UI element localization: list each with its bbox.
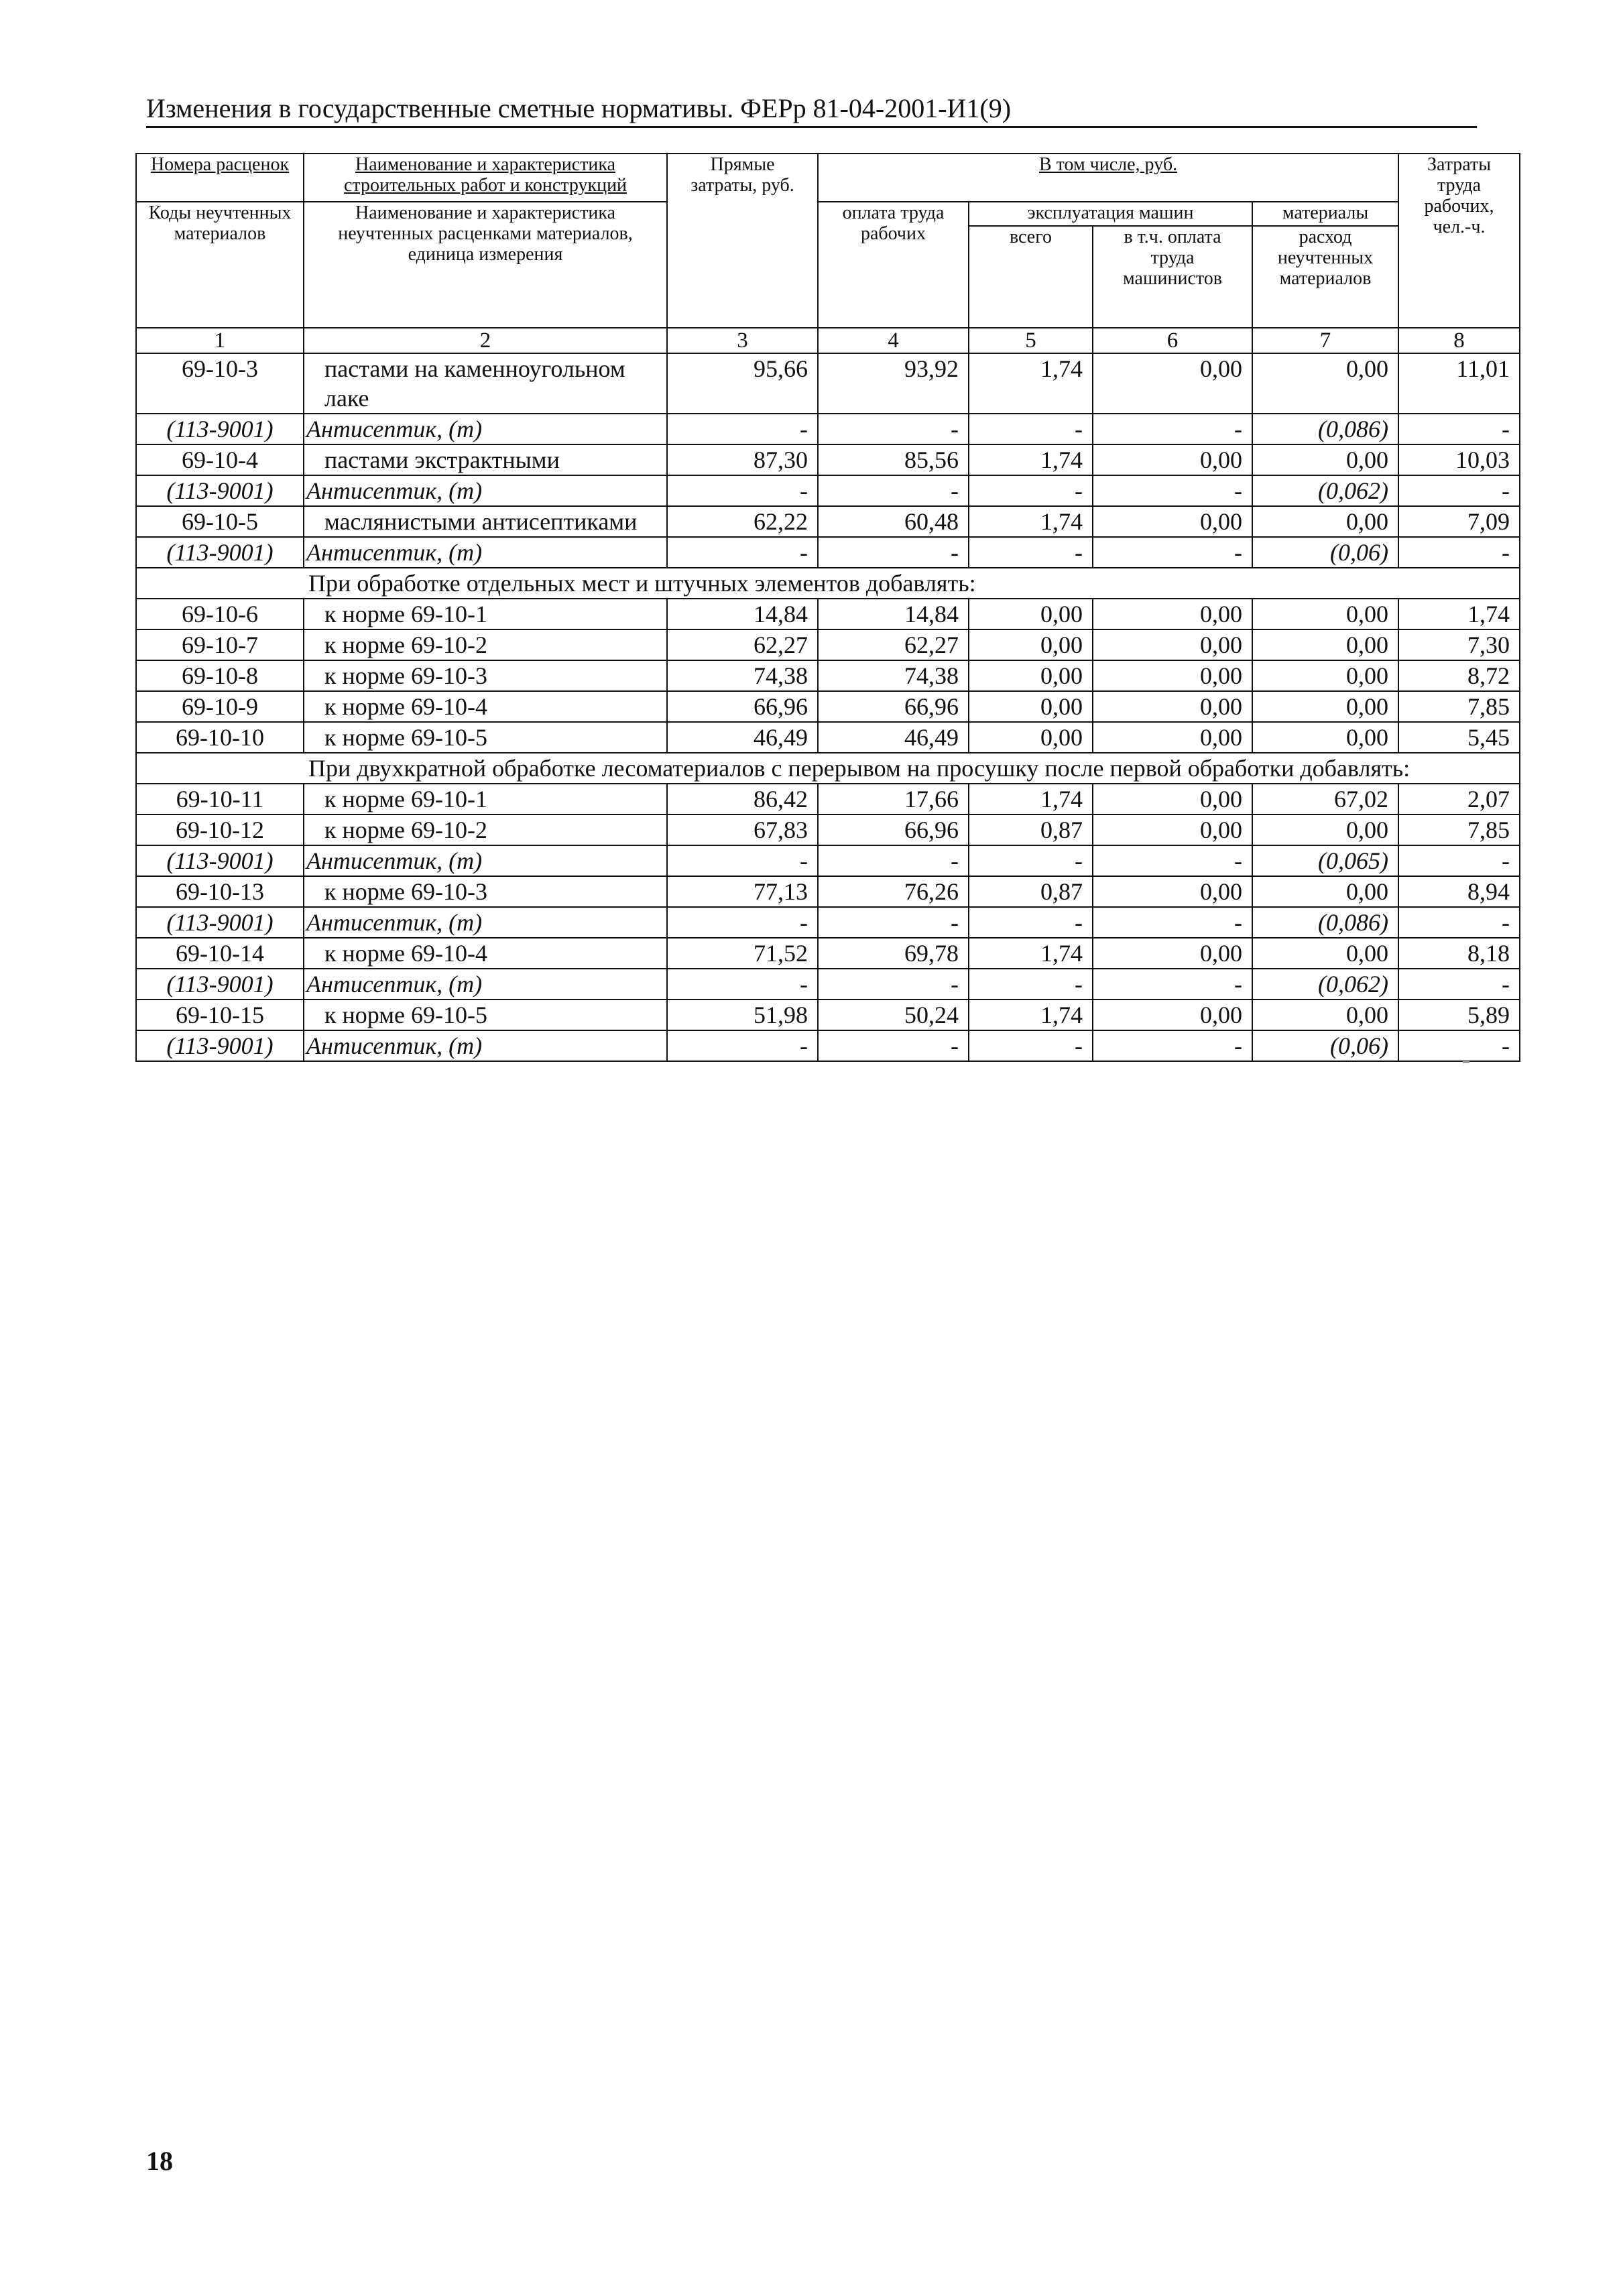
empty-dash: - <box>667 537 818 568</box>
material-volume: (0,06) <box>1252 537 1398 568</box>
section-row <box>136 568 1520 599</box>
work-description: к норме 69-10-2 <box>304 629 667 660</box>
rate-code: 69-10-4 <box>136 444 304 475</box>
labor-hours-value: 5,45 <box>1398 722 1520 753</box>
header-unaccounted-materials: расход неучтенных материалов <box>1252 226 1398 328</box>
worker-pay-value: 60,48 <box>818 506 969 537</box>
empty-dash: - <box>1398 845 1520 876</box>
worker-pay-value: 74,38 <box>818 660 969 691</box>
empty-dash: - <box>1093 907 1252 938</box>
header-material-codes: Коды неучтенных материалов <box>136 202 304 328</box>
direct-costs-value: 71,52 <box>667 938 818 969</box>
table-row <box>136 660 1520 691</box>
empty-dash: - <box>818 414 969 444</box>
work-description: к норме 69-10-1 <box>304 784 667 814</box>
direct-costs-value: 95,66 <box>667 353 818 414</box>
empty-dash: - <box>667 845 818 876</box>
material-name: Антисептик, (т) <box>304 475 667 506</box>
worker-pay-value: 66,96 <box>818 814 969 845</box>
header-operator-pay: в т.ч. оплата труда машинистов <box>1093 226 1252 328</box>
materials-value: 0,00 <box>1252 1000 1398 1030</box>
material-code: (113-9001) <box>136 969 304 1000</box>
machines-total-value: 0,87 <box>969 814 1093 845</box>
section-heading: При обработке отдельных мест и штучных элементов добавлять: <box>136 568 1520 599</box>
operator-pay-value: 0,00 <box>1093 444 1252 475</box>
operator-pay-value: 0,00 <box>1093 1000 1252 1030</box>
direct-costs-value: 86,42 <box>667 784 818 814</box>
empty-dash: - <box>667 1030 818 1061</box>
col-number: 6 <box>1093 328 1252 353</box>
rate-code: 69-10-13 <box>136 876 304 907</box>
operator-pay-value: 0,00 <box>1093 722 1252 753</box>
materials-value: 0,00 <box>1252 876 1398 907</box>
section-row <box>136 753 1520 784</box>
header-including: В том числе, руб. <box>818 154 1398 202</box>
empty-dash: - <box>818 537 969 568</box>
worker-pay-value: 66,96 <box>818 691 969 722</box>
col-number: 2 <box>304 328 667 353</box>
machines-total-value: 1,74 <box>969 444 1093 475</box>
direct-costs-value: 67,83 <box>667 814 818 845</box>
material-code: (113-9001) <box>136 475 304 506</box>
scan-speck <box>1463 1061 1469 1063</box>
operator-pay-value: 0,00 <box>1093 938 1252 969</box>
direct-costs-value: 51,98 <box>667 1000 818 1030</box>
header-machines-total: всего <box>969 226 1093 328</box>
material-volume: (0,086) <box>1252 414 1398 444</box>
table-row <box>136 722 1520 753</box>
col-number: 8 <box>1398 328 1520 353</box>
operator-pay-value: 0,00 <box>1093 660 1252 691</box>
rate-code: 69-10-6 <box>136 599 304 629</box>
header-row-2 <box>136 202 1520 226</box>
rates-table <box>135 153 1520 1062</box>
materials-value: 67,02 <box>1252 784 1398 814</box>
worker-pay-value: 69,78 <box>818 938 969 969</box>
operator-pay-value: 0,00 <box>1093 599 1252 629</box>
operator-pay-value: 0,00 <box>1093 876 1252 907</box>
empty-dash: - <box>969 537 1093 568</box>
operator-pay-value: 0,00 <box>1093 353 1252 414</box>
worker-pay-value: 85,56 <box>818 444 969 475</box>
material-name: Антисептик, (т) <box>304 414 667 444</box>
worker-pay-value: 14,84 <box>818 599 969 629</box>
worker-pay-value: 62,27 <box>818 629 969 660</box>
empty-dash: - <box>667 969 818 1000</box>
empty-dash: - <box>818 969 969 1000</box>
rate-code: 69-10-5 <box>136 506 304 537</box>
header-worker-pay: оплата труда рабочих <box>818 202 969 328</box>
empty-dash: - <box>1093 414 1252 444</box>
labor-hours-value: 8,94 <box>1398 876 1520 907</box>
worker-pay-value: 93,92 <box>818 353 969 414</box>
empty-dash: - <box>1398 1030 1520 1061</box>
labor-hours-value: 10,03 <box>1398 444 1520 475</box>
machines-total-value: 0,00 <box>969 660 1093 691</box>
empty-dash: - <box>667 414 818 444</box>
work-description: к норме 69-10-2 <box>304 814 667 845</box>
work-description: к норме 69-10-1 <box>304 599 667 629</box>
rate-code: 69-10-8 <box>136 660 304 691</box>
empty-dash: - <box>1398 537 1520 568</box>
empty-dash: - <box>667 907 818 938</box>
materials-value: 0,00 <box>1252 599 1398 629</box>
header-labor-hours: Затраты труда рабочих, чел.-ч. <box>1398 154 1520 328</box>
empty-dash: - <box>818 845 969 876</box>
machines-total-value: 1,74 <box>969 938 1093 969</box>
empty-dash: - <box>818 907 969 938</box>
work-description: пастами на каменноугольном лаке <box>304 353 667 414</box>
work-description: пастами экстрактными <box>304 444 667 475</box>
table-row <box>136 506 1520 537</box>
labor-hours-value: 7,85 <box>1398 691 1520 722</box>
operator-pay-value: 0,00 <box>1093 691 1252 722</box>
rate-code: 69-10-3 <box>136 353 304 414</box>
table-row <box>136 876 1520 907</box>
operator-pay-value: 0,00 <box>1093 506 1252 537</box>
col-number: 1 <box>136 328 304 353</box>
rate-code: 69-10-12 <box>136 814 304 845</box>
labor-hours-value: 5,89 <box>1398 1000 1520 1030</box>
material-name: Антисептик, (т) <box>304 907 667 938</box>
empty-dash: - <box>969 969 1093 1000</box>
operator-pay-value: 0,00 <box>1093 784 1252 814</box>
table-row <box>136 599 1520 629</box>
machines-total-value: 0,00 <box>969 599 1093 629</box>
col-number: 7 <box>1252 328 1398 353</box>
work-description: к норме 69-10-4 <box>304 691 667 722</box>
column-numbers-row <box>136 328 1520 353</box>
material-volume: (0,06) <box>1252 1030 1398 1061</box>
machines-total-value: 1,74 <box>969 506 1093 537</box>
direct-costs-value: 66,96 <box>667 691 818 722</box>
direct-costs-value: 74,38 <box>667 660 818 691</box>
material-row <box>136 907 1520 938</box>
col-number: 4 <box>818 328 969 353</box>
material-volume: (0,086) <box>1252 907 1398 938</box>
rate-code: 69-10-11 <box>136 784 304 814</box>
material-row <box>136 414 1520 444</box>
table-row <box>136 938 1520 969</box>
material-row <box>136 1030 1520 1061</box>
operator-pay-value: 0,00 <box>1093 629 1252 660</box>
labor-hours-value: 8,72 <box>1398 660 1520 691</box>
labor-hours-value: 7,85 <box>1398 814 1520 845</box>
labor-hours-value: 1,74 <box>1398 599 1520 629</box>
header-material-name: Наименование и характеристика неучтенных расценками материалов, единица измерения <box>304 202 667 328</box>
empty-dash: - <box>1093 537 1252 568</box>
table-row <box>136 814 1520 845</box>
direct-costs-value: 77,13 <box>667 876 818 907</box>
worker-pay-value: 76,26 <box>818 876 969 907</box>
empty-dash: - <box>818 475 969 506</box>
table-row <box>136 353 1520 414</box>
header-work-name: Наименование и характеристика строительных работ и конструкций <box>304 154 667 202</box>
materials-value: 0,00 <box>1252 691 1398 722</box>
labor-hours-value: 2,07 <box>1398 784 1520 814</box>
material-name: Антисептик, (т) <box>304 1030 667 1061</box>
material-name: Антисептик, (т) <box>304 969 667 1000</box>
table-row <box>136 784 1520 814</box>
labor-hours-value: 11,01 <box>1398 353 1520 414</box>
worker-pay-value: 17,66 <box>818 784 969 814</box>
direct-costs-value: 14,84 <box>667 599 818 629</box>
empty-dash: - <box>1093 475 1252 506</box>
empty-dash: - <box>1398 907 1520 938</box>
rate-code: 69-10-15 <box>136 1000 304 1030</box>
materials-value: 0,00 <box>1252 814 1398 845</box>
empty-dash: - <box>1398 969 1520 1000</box>
col-number: 5 <box>969 328 1093 353</box>
work-description: к норме 69-10-3 <box>304 876 667 907</box>
empty-dash: - <box>667 475 818 506</box>
machines-total-value: 0,00 <box>969 722 1093 753</box>
materials-value: 0,00 <box>1252 938 1398 969</box>
empty-dash: - <box>818 1030 969 1061</box>
page-header <box>146 93 1477 128</box>
empty-dash: - <box>1398 475 1520 506</box>
materials-value: 0,00 <box>1252 353 1398 414</box>
header-rate-numbers: Номера расценок <box>136 154 304 202</box>
material-code: (113-9001) <box>136 1030 304 1061</box>
machines-total-value: 0,00 <box>969 691 1093 722</box>
work-description: к норме 69-10-3 <box>304 660 667 691</box>
table-row <box>136 444 1520 475</box>
empty-dash: - <box>1093 845 1252 876</box>
material-code: (113-9001) <box>136 845 304 876</box>
material-row <box>136 537 1520 568</box>
direct-costs-value: 87,30 <box>667 444 818 475</box>
empty-dash: - <box>969 414 1093 444</box>
worker-pay-value: 50,24 <box>818 1000 969 1030</box>
direct-costs-value: 46,49 <box>667 722 818 753</box>
rate-code: 69-10-9 <box>136 691 304 722</box>
worker-pay-value: 46,49 <box>818 722 969 753</box>
materials-value: 0,00 <box>1252 506 1398 537</box>
machines-total-value: 0,87 <box>969 876 1093 907</box>
section-heading: При двухкратной обработке лесоматериалов с перерывом на просушку после первой обработки добавлять: <box>136 753 1520 784</box>
empty-dash: - <box>969 845 1093 876</box>
machines-total-value: 0,00 <box>969 629 1093 660</box>
rate-code: 69-10-10 <box>136 722 304 753</box>
machines-total-value: 1,74 <box>969 1000 1093 1030</box>
materials-value: 0,00 <box>1252 722 1398 753</box>
labor-hours-value: 7,09 <box>1398 506 1520 537</box>
header-materials: материалы <box>1252 202 1398 226</box>
material-volume: (0,065) <box>1252 845 1398 876</box>
work-description: к норме 69-10-4 <box>304 938 667 969</box>
work-description: маслянистыми антисептиками <box>304 506 667 537</box>
header-row-1 <box>136 154 1520 202</box>
materials-value: 0,00 <box>1252 629 1398 660</box>
table-row <box>136 691 1520 722</box>
operator-pay-value: 0,00 <box>1093 814 1252 845</box>
work-description: к норме 69-10-5 <box>304 1000 667 1030</box>
direct-costs-value: 62,27 <box>667 629 818 660</box>
table-row <box>136 1000 1520 1030</box>
materials-value: 0,00 <box>1252 444 1398 475</box>
material-code: (113-9001) <box>136 537 304 568</box>
page-number: 18 <box>146 2146 173 2176</box>
machines-total-value: 1,74 <box>969 353 1093 414</box>
materials-value: 0,00 <box>1252 660 1398 691</box>
labor-hours-value: 8,18 <box>1398 938 1520 969</box>
material-code: (113-9001) <box>136 414 304 444</box>
material-code: (113-9001) <box>136 907 304 938</box>
empty-dash: - <box>969 1030 1093 1061</box>
rate-code: 69-10-7 <box>136 629 304 660</box>
material-row <box>136 475 1520 506</box>
material-name: Антисептик, (т) <box>304 845 667 876</box>
empty-dash: - <box>1398 414 1520 444</box>
work-description: к норме 69-10-5 <box>304 722 667 753</box>
labor-hours-value: 7,30 <box>1398 629 1520 660</box>
empty-dash: - <box>969 907 1093 938</box>
header-direct-costs: Прямые затраты, руб. <box>667 154 818 328</box>
document-title: Изменения в государственные сметные нормативы. ФЕРр 81-04-2001-И1(9) <box>146 93 1012 123</box>
direct-costs-value: 62,22 <box>667 506 818 537</box>
col-number: 3 <box>667 328 818 353</box>
material-name: Антисептик, (т) <box>304 537 667 568</box>
empty-dash: - <box>1093 969 1252 1000</box>
material-volume: (0,062) <box>1252 475 1398 506</box>
machines-total-value: 1,74 <box>969 784 1093 814</box>
empty-dash: - <box>969 475 1093 506</box>
material-volume: (0,062) <box>1252 969 1398 1000</box>
material-row <box>136 845 1520 876</box>
empty-dash: - <box>1093 1030 1252 1061</box>
header-machines: эксплуатация машин <box>969 202 1252 226</box>
table-row <box>136 629 1520 660</box>
material-row <box>136 969 1520 1000</box>
rate-code: 69-10-14 <box>136 938 304 969</box>
